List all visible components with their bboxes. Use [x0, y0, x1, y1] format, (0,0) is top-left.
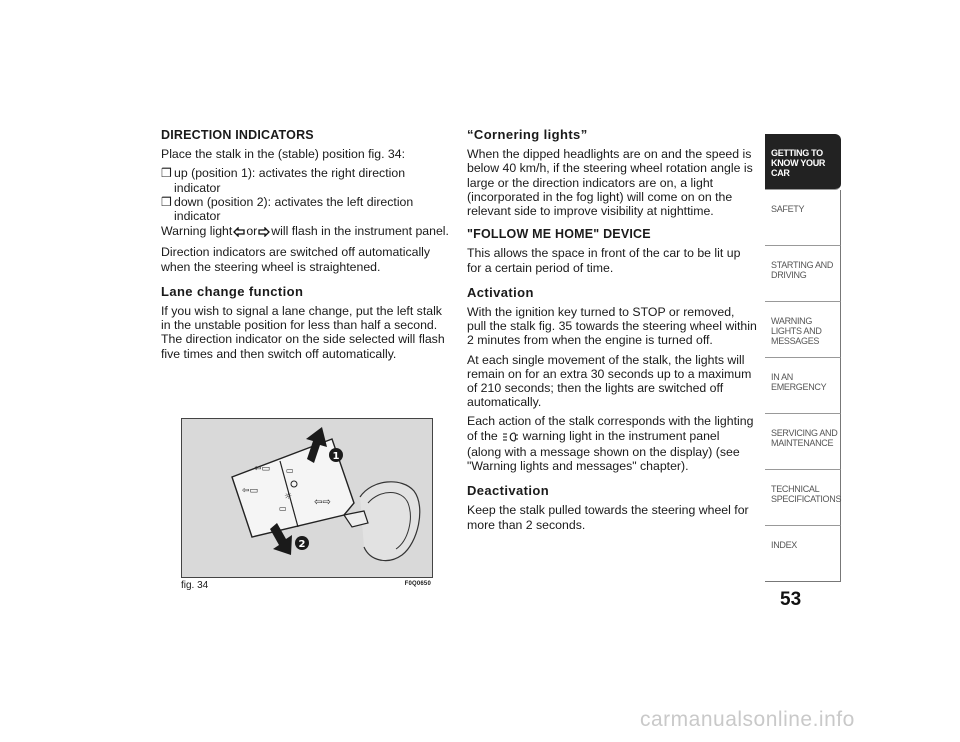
tab-warning-lights-and-messages[interactable]: WARNING LIGHTS AND MESSAGES — [765, 302, 841, 358]
chapter-tabs — [765, 134, 841, 582]
svg-text:☼: ☼ — [284, 492, 293, 502]
activation-text-1: With the ignition key turned to STOP or removed, pull the stalk fig. 35 towards the steering wheel within 2 minutes from when the engine is turned off. — [467, 305, 757, 348]
tab-index[interactable]: INDEX — [765, 526, 841, 582]
right-column — [467, 128, 757, 537]
tab-technical-specifications[interactable]: TECHNICAL SPECIFICATIONS — [765, 470, 841, 526]
page-number: 53 — [780, 589, 802, 610]
bullet-item — [161, 166, 451, 194]
figure-stalk-illustration — [181, 418, 433, 578]
deactivation-text: Keep the stalk pulled towards the steering wheel for more than 2 seconds. — [467, 503, 749, 532]
heading-cornering-lights: “Cornering lights” — [467, 127, 588, 142]
svg-text:⇦⇨: ⇦⇨ — [314, 497, 331, 508]
bullet-item — [161, 195, 451, 223]
tab-getting-to-know-your-car[interactable]: GETTING TO KNOW YOUR CAR — [765, 134, 841, 190]
watermark: carmanualsonline.info — [640, 708, 855, 731]
checkbox-bullet-icon: ❒ — [161, 194, 172, 209]
right-arrow-icon — [258, 226, 270, 240]
checkbox-bullet-icon: ❒ — [161, 166, 172, 181]
tab-safety[interactable]: SAFETY — [765, 190, 841, 246]
svg-text:▭: ▭ — [279, 504, 287, 513]
svg-text:⇦▭: ⇦▭ — [254, 464, 271, 474]
intro-text: Place the stalk in the (stable) position fig. 34: — [161, 147, 406, 162]
heading-follow-me-home: "FOLLOW ME HOME" DEVICE — [467, 227, 651, 242]
label-1: 1 — [332, 451, 340, 462]
svg-text:⇦▭: ⇦▭ — [242, 486, 259, 496]
left-column — [161, 128, 451, 366]
heading-activation: Activation — [467, 284, 534, 300]
svg-text:▭: ▭ — [286, 466, 294, 475]
figure-caption — [181, 580, 433, 591]
follow-me-home-text: This allows the space in front of the car to be lit up for a certain period of time. — [467, 246, 741, 275]
heading-direction-indicators: DIRECTION INDICATORS — [161, 128, 314, 142]
stalk-diagram — [182, 419, 432, 577]
tab-in-an-emergency[interactable]: IN AN EMERGENCY — [765, 358, 841, 414]
tab-servicing-and-maintenance[interactable]: SERVICING AND MAINTENANCE — [765, 414, 841, 470]
figure-code: F0Q0650 — [404, 581, 431, 587]
label-2: 2 — [298, 539, 306, 550]
left-arrow-icon — [233, 226, 245, 240]
tab-starting-and-driving[interactable]: STARTING AND DRIVING — [765, 246, 841, 302]
bullet-text: up (position 1): activates the right direction indicator — [174, 166, 406, 195]
lane-change-text: If you wish to signal a lane change, put the left stalk in the unstable position for less than half a second. The direction indicator on the side selected will flash five times and then switch off automatically. — [161, 304, 445, 361]
bullet-text: down (position 2): activates the left direction indicator — [174, 194, 414, 224]
heading-lane-change: Lane change function — [161, 283, 304, 299]
dipped-headlight-icon — [502, 431, 518, 445]
activation-text-3: Each action of the stalk corresponds with the lighting of the warning light in the instrument panel (along with a message shown on the display) (see "Warning lights and messages" chapter). — [467, 414, 754, 474]
figure-number: fig. 34 — [181, 580, 209, 591]
warning-light-text: Warning light or will flash in the instrument panel. — [161, 224, 451, 240]
heading-deactivation: Deactivation — [467, 483, 550, 499]
activation-text-2: At each single movement of the stalk, the lights will remain on for an extra 30 seconds up to a maximum of 210 seconds; then the lights are switched off automatically. — [467, 352, 752, 410]
auto-off-text: Direction indicators are switched off automatically when the steering wheel is straightened. — [161, 245, 431, 274]
cornering-text: When the dipped headlights are on and the speed is below 40 km/h, if the steering wheel rotation angle is large or the direction indicators are on, a light (incorporated in the fog light) will come on on the relevant side to improve visibility at nighttime. — [467, 147, 753, 219]
